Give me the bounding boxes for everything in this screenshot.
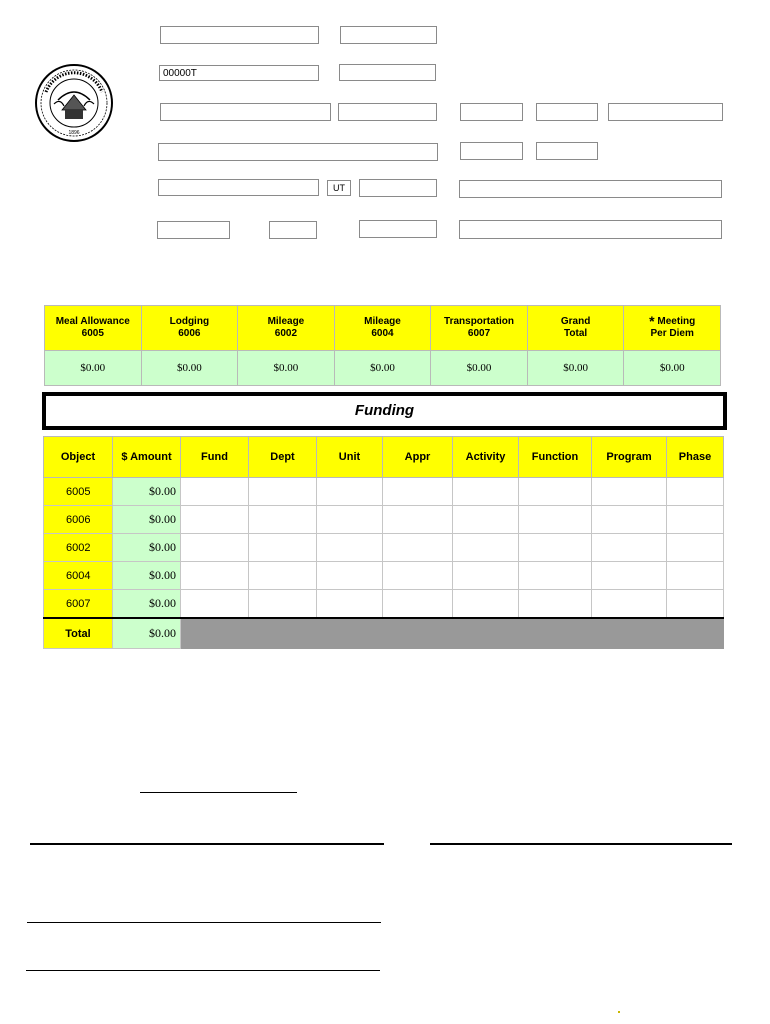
signature-line-left-2	[27, 922, 381, 923]
value-lodging[interactable]: $0.00	[141, 351, 238, 386]
function-cell[interactable]	[519, 562, 592, 590]
dept-cell[interactable]	[249, 590, 317, 619]
unit-cell[interactable]	[317, 478, 383, 506]
fund-cell[interactable]	[181, 478, 249, 506]
col-phase: Phase	[667, 437, 724, 478]
header-transportation: Transportation 6007	[431, 306, 528, 351]
funding-row	[44, 506, 724, 534]
col-dept: Dept	[249, 437, 317, 478]
object-code: 6007	[44, 590, 113, 619]
function-cell[interactable]	[519, 534, 592, 562]
funding-row	[44, 562, 724, 590]
object-code: 6002	[44, 534, 113, 562]
col-object: Object	[44, 437, 113, 478]
col-unit: Unit	[317, 437, 383, 478]
total-amount: $0.00	[113, 618, 181, 649]
total-label: Total	[44, 618, 113, 649]
fund-cell[interactable]	[181, 506, 249, 534]
field-name[interactable]	[160, 26, 319, 44]
phase-cell[interactable]	[667, 562, 724, 590]
funding-table	[43, 436, 724, 649]
field-date[interactable]	[340, 26, 437, 44]
field-row3-d[interactable]	[536, 103, 598, 121]
col-program: Program	[592, 437, 667, 478]
col-appr: Appr	[383, 437, 453, 478]
value-transportation[interactable]: $0.00	[431, 351, 528, 386]
dept-cell[interactable]	[249, 478, 317, 506]
activity-cell[interactable]	[453, 590, 519, 619]
unit-cell[interactable]	[317, 534, 383, 562]
field-zip[interactable]	[359, 179, 437, 197]
unit-cell[interactable]	[317, 590, 383, 619]
col-activity: Activity	[453, 437, 519, 478]
funding-title: Funding	[42, 392, 727, 430]
function-cell[interactable]	[519, 506, 592, 534]
signature-line-short	[140, 792, 297, 793]
object-code: 6004	[44, 562, 113, 590]
appr-cell[interactable]	[383, 506, 453, 534]
object-code: 6006	[44, 506, 113, 534]
header-meal-allowance: Meal Allowance 6005	[45, 306, 142, 351]
appr-cell[interactable]	[383, 534, 453, 562]
field-row6-a[interactable]	[157, 221, 230, 239]
fund-cell[interactable]	[181, 590, 249, 619]
funding-row	[44, 534, 724, 562]
total-row	[44, 618, 724, 649]
field-row6-d[interactable]	[459, 220, 722, 239]
asterisk: *	[649, 313, 655, 329]
field-address[interactable]	[158, 143, 438, 161]
funding-row	[44, 478, 724, 506]
phase-cell[interactable]	[667, 534, 724, 562]
value-meeting-per-diem[interactable]: $0.00	[624, 351, 721, 386]
header-meeting-per-diem: * Meeting Per Diem	[624, 306, 721, 351]
funding-row	[44, 590, 724, 619]
fund-cell[interactable]	[181, 562, 249, 590]
col-fund: Fund	[181, 437, 249, 478]
activity-cell[interactable]	[453, 562, 519, 590]
field-id[interactable]: 00000T	[159, 65, 319, 81]
amount-cell: $0.00	[113, 534, 181, 562]
object-code: 6005	[44, 478, 113, 506]
fund-cell[interactable]	[181, 534, 249, 562]
field-id-2[interactable]	[339, 64, 436, 81]
header-lodging: Lodging 6006	[141, 306, 238, 351]
appr-cell[interactable]	[383, 478, 453, 506]
field-city[interactable]	[158, 179, 319, 196]
function-cell[interactable]	[519, 590, 592, 619]
appr-cell[interactable]	[383, 562, 453, 590]
field-row5-d[interactable]	[459, 180, 722, 198]
svg-text:1896: 1896	[68, 130, 80, 136]
header-mileage-6004: Mileage 6004	[334, 306, 431, 351]
field-row3-e[interactable]	[608, 103, 723, 121]
activity-cell[interactable]	[453, 534, 519, 562]
field-row3-c[interactable]	[460, 103, 523, 121]
activity-cell[interactable]	[453, 478, 519, 506]
value-meal-allowance[interactable]: $0.00	[45, 351, 142, 386]
amount-cell: $0.00	[113, 506, 181, 534]
field-row3-b[interactable]	[338, 103, 437, 121]
program-cell[interactable]	[592, 562, 667, 590]
program-cell[interactable]	[592, 590, 667, 619]
dept-cell[interactable]	[249, 506, 317, 534]
phase-cell[interactable]	[667, 590, 724, 619]
field-row4-c[interactable]	[536, 142, 598, 160]
field-row6-c[interactable]	[359, 220, 437, 238]
signature-line-left-1	[30, 843, 384, 845]
function-cell[interactable]	[519, 478, 592, 506]
unit-cell[interactable]	[317, 506, 383, 534]
program-cell[interactable]	[592, 506, 667, 534]
col-amount: $ Amount	[113, 437, 181, 478]
program-cell[interactable]	[592, 534, 667, 562]
header-grand-total: Grand Total	[527, 306, 624, 351]
amount-cell: $0.00	[113, 478, 181, 506]
amount-cell: $0.00	[113, 590, 181, 619]
total-filler	[181, 618, 724, 649]
value-mileage-6004[interactable]: $0.00	[334, 351, 431, 386]
field-row6-b[interactable]	[269, 221, 317, 239]
phase-cell[interactable]	[667, 478, 724, 506]
expense-summary-table	[44, 305, 721, 386]
phase-cell[interactable]	[667, 506, 724, 534]
program-cell[interactable]	[592, 478, 667, 506]
dept-cell[interactable]	[249, 534, 317, 562]
signature-line-right-1	[430, 843, 732, 845]
field-row4-b[interactable]	[460, 142, 523, 160]
dept-cell[interactable]	[249, 562, 317, 590]
header-mileage-6002: Mileage 6002	[238, 306, 335, 351]
signature-line-left-3	[26, 970, 380, 971]
amount-cell: $0.00	[113, 562, 181, 590]
activity-cell[interactable]	[453, 506, 519, 534]
state-seal-icon	[34, 62, 114, 144]
value-mileage-6002[interactable]: $0.00	[238, 351, 335, 386]
col-function: Function	[519, 437, 592, 478]
appr-cell[interactable]	[383, 590, 453, 619]
field-state[interactable]: UT	[327, 180, 351, 196]
field-row3-a[interactable]	[160, 103, 331, 121]
value-grand-total: $0.00	[527, 351, 624, 386]
dot-mark	[618, 1011, 620, 1013]
unit-cell[interactable]	[317, 562, 383, 590]
